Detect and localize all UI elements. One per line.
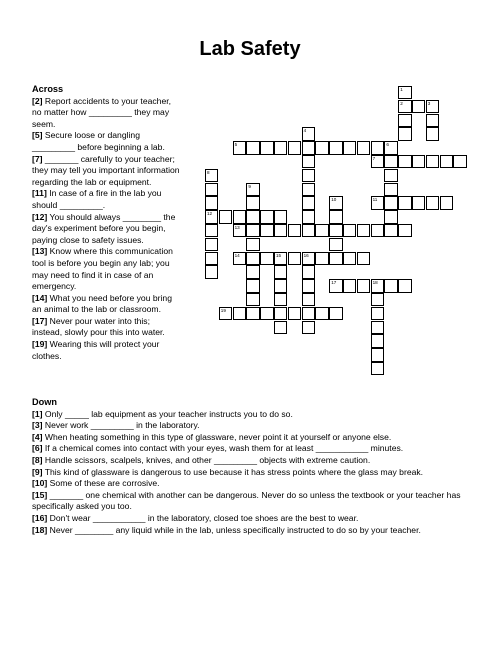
clue-number: [12] <box>32 211 48 222</box>
grid-cell[interactable] <box>426 127 439 140</box>
grid-cell[interactable] <box>219 210 232 223</box>
across-clue <box>32 246 182 292</box>
clue-number: [4] <box>32 431 43 442</box>
grid-cell[interactable] <box>329 238 342 251</box>
grid-cell[interactable] <box>302 279 315 292</box>
grid-cell[interactable] <box>260 252 273 265</box>
clue-text: If a chemical comes into contact with your eyes, wash them for at least ___________ minutes. <box>42 443 404 454</box>
cell-number: 11 <box>372 197 378 203</box>
grid-cell[interactable] <box>371 293 384 306</box>
grid-cell[interactable] <box>274 141 287 154</box>
down-clue-list <box>32 409 472 537</box>
grid-cell[interactable] <box>343 279 356 292</box>
grid-cell[interactable] <box>315 307 328 320</box>
grid-cell[interactable] <box>246 183 259 196</box>
grid-cell[interactable] <box>371 348 384 361</box>
grid-cell[interactable] <box>371 279 384 292</box>
grid-cell[interactable] <box>260 307 273 320</box>
grid-cell[interactable] <box>274 252 287 265</box>
grid-cell[interactable] <box>302 141 315 154</box>
cell-number: 9 <box>248 183 251 189</box>
grid-cell[interactable] <box>329 224 342 237</box>
clue-text: _______ carefully to your teacher; they may tell you important information regarding the lab or equipment. <box>32 153 180 187</box>
grid-cell[interactable] <box>371 224 384 237</box>
grid-cell[interactable] <box>412 196 425 209</box>
cell-number: 15 <box>276 252 282 258</box>
clue-number: [13] <box>32 246 48 257</box>
grid-cell[interactable] <box>205 252 218 265</box>
grid-cell[interactable] <box>288 307 301 320</box>
clue-number: [18] <box>32 524 48 535</box>
clue-text: Handle scissors, scalpels, knives, and other _________ objects with extreme caution. <box>42 454 371 465</box>
clue-text: Never pour water into this; instead, slowly pour this into water. <box>32 315 165 338</box>
clue-text: Only _____ lab equipment as your teacher instructs you to do so. <box>42 408 293 419</box>
grid-cell[interactable] <box>371 141 384 154</box>
grid-cell[interactable] <box>315 252 328 265</box>
grid-cell[interactable] <box>260 224 273 237</box>
grid-cell[interactable] <box>453 155 466 168</box>
clue-text: Never ________ any liquid while in the lab, unless specifically instructed to do so by your teacher. <box>47 524 421 535</box>
grid-cell[interactable] <box>205 265 218 278</box>
grid-cell[interactable] <box>412 155 425 168</box>
cell-number: 6 <box>386 142 389 148</box>
cell-number: 7 <box>372 156 376 161</box>
clue-number: [5] <box>32 130 43 141</box>
grid-cell[interactable] <box>302 210 315 223</box>
clue-number: [6] <box>32 443 43 454</box>
grid-cell[interactable] <box>398 279 411 292</box>
grid-cell[interactable] <box>205 196 218 209</box>
grid-cell[interactable] <box>398 155 411 168</box>
clue-number: [9] <box>32 466 43 477</box>
cell-number: 2 <box>400 100 403 106</box>
grid-cell[interactable] <box>329 279 342 292</box>
grid-cell[interactable] <box>384 155 397 168</box>
grid-cell[interactable] <box>205 238 218 251</box>
clue-number: [3] <box>32 420 43 431</box>
grid-cell[interactable] <box>384 183 397 196</box>
clue-number: [8] <box>32 454 43 465</box>
cell-number: 4 <box>303 128 307 134</box>
clue-number: [1] <box>32 408 43 419</box>
grid-cell[interactable] <box>274 307 287 320</box>
grid-cell[interactable] <box>288 252 301 265</box>
grid-cell[interactable] <box>233 252 246 265</box>
down-clues <box>32 397 472 536</box>
grid-cell[interactable] <box>329 141 342 154</box>
cell-number: 14 <box>234 252 240 258</box>
grid-cell[interactable] <box>246 265 259 278</box>
grid-cell[interactable] <box>274 321 287 334</box>
grid-cell[interactable] <box>302 293 315 306</box>
grid-cell[interactable] <box>440 196 453 209</box>
across-clue-list <box>32 96 182 363</box>
grid-cell[interactable] <box>357 279 370 292</box>
grid-cell[interactable] <box>384 279 397 292</box>
down-clue <box>32 467 472 479</box>
grid-cell[interactable] <box>302 265 315 278</box>
across-clue <box>32 212 182 247</box>
clue-number: [16] <box>32 512 48 523</box>
grid-cell[interactable] <box>343 224 356 237</box>
clue-text: When heating something in this type of glassware, never point it at yourself or anyone else. <box>42 431 392 442</box>
across-clue <box>32 339 182 362</box>
grid-cell[interactable] <box>384 141 397 154</box>
grid-cell[interactable] <box>246 293 259 306</box>
grid-cell[interactable] <box>302 321 315 334</box>
grid-cell[interactable] <box>260 210 273 223</box>
grid-cell[interactable] <box>302 196 315 209</box>
grid-cell[interactable] <box>246 196 259 209</box>
grid-cell[interactable] <box>398 114 411 127</box>
down-clue <box>32 478 472 490</box>
down-clue <box>32 490 472 513</box>
across-clue <box>32 316 182 339</box>
clue-text: _______ one chemical with another can be dangerous. Never do so unless the textbook or your teacher has specifically asked you too. <box>32 489 461 512</box>
grid-cell[interactable] <box>384 169 397 182</box>
cell-number: 1 <box>400 87 403 92</box>
grid-cell[interactable] <box>302 183 315 196</box>
clue-text: Report accidents to your teacher, no matter how _________ they may seem. <box>32 95 172 129</box>
grid-cell[interactable] <box>371 321 384 334</box>
clue-text: This kind of glassware is dangerous to use because it has stress points where the glass may break. <box>42 466 424 477</box>
clue-number: [17] <box>32 315 48 326</box>
clue-number: [10] <box>32 478 48 489</box>
across-clue <box>32 188 182 211</box>
grid-cell[interactable] <box>205 210 218 223</box>
grid-cell[interactable] <box>246 224 259 237</box>
grid-cell[interactable] <box>384 196 397 209</box>
grid-cell[interactable] <box>426 100 439 113</box>
grid-cell[interactable] <box>398 100 411 113</box>
cell-number: 18 <box>372 280 378 286</box>
clue-text: Wearing this will protect your clothes. <box>32 339 160 361</box>
across-clue <box>32 130 182 153</box>
grid-cell[interactable] <box>302 224 315 237</box>
clue-text: Never work _________ in the laboratory. <box>42 420 200 431</box>
grid-cell[interactable] <box>371 334 384 347</box>
grid-cell[interactable] <box>398 127 411 140</box>
down-clue <box>32 420 472 432</box>
grid-cell[interactable] <box>357 141 370 154</box>
grid-cell[interactable] <box>246 307 259 320</box>
clue-number: [19] <box>32 339 48 350</box>
cell-number: 3 <box>427 100 431 106</box>
down-clue <box>32 455 472 467</box>
grid-cell[interactable] <box>205 224 218 237</box>
cell-number: 10 <box>331 197 337 203</box>
grid-cell[interactable] <box>302 169 315 182</box>
cell-number: 8 <box>207 169 210 175</box>
grid-cell[interactable] <box>205 183 218 196</box>
grid-cell[interactable] <box>371 307 384 320</box>
across-clue <box>32 293 182 316</box>
cell-number: 17 <box>331 280 337 286</box>
grid-cell[interactable] <box>398 196 411 209</box>
grid-cell[interactable] <box>288 141 301 154</box>
grid-cell[interactable] <box>426 114 439 127</box>
grid-cell[interactable] <box>412 100 425 113</box>
grid-cell[interactable] <box>246 141 259 154</box>
grid-cell[interactable] <box>426 155 439 168</box>
clue-number: [14] <box>32 292 48 303</box>
down-clue <box>32 513 472 525</box>
grid-cell[interactable] <box>274 224 287 237</box>
down-clue <box>32 409 472 421</box>
cell-number: 12 <box>207 211 213 217</box>
clue-text: Secure loose or dangling _________ before beginning a lab. <box>32 130 165 152</box>
grid-cell[interactable] <box>398 86 411 99</box>
grid-cell[interactable] <box>274 279 287 292</box>
grid-cell[interactable] <box>329 307 342 320</box>
grid-cell[interactable] <box>329 210 342 223</box>
grid-cell[interactable] <box>371 155 384 168</box>
grid-cell[interactable] <box>371 362 384 375</box>
grid-cell[interactable] <box>343 141 356 154</box>
grid-cell[interactable] <box>233 307 246 320</box>
clue-text: Don't wear ___________ in the laboratory, closed toe shoes are the best to wear. <box>47 512 359 523</box>
grid-cell[interactable] <box>233 141 246 154</box>
grid-cell[interactable] <box>302 252 315 265</box>
grid-cell[interactable] <box>219 307 232 320</box>
grid-cell[interactable] <box>260 141 273 154</box>
grid-cell[interactable] <box>357 224 370 237</box>
grid-cell[interactable] <box>384 224 397 237</box>
down-clue <box>32 443 472 455</box>
grid-cell[interactable] <box>205 169 218 182</box>
down-clue <box>32 525 472 537</box>
grid-cell[interactable] <box>233 224 246 237</box>
clue-text: You should always ________ the day's experiment before you begin, paying close to safety issues. <box>32 211 176 245</box>
clue-number: [11] <box>32 188 47 199</box>
across-clues <box>32 84 182 362</box>
grid-cell[interactable] <box>440 155 453 168</box>
cell-number: 13 <box>234 225 240 230</box>
clue-text: What you need before you bring an animal to the lab or classroom. <box>32 292 172 315</box>
grid-cell[interactable] <box>288 224 301 237</box>
down-clue <box>32 432 472 444</box>
clue-text: Some of these are corrosive. <box>47 478 160 489</box>
grid-cell[interactable] <box>302 127 315 140</box>
grid-cell[interactable] <box>357 252 370 265</box>
cell-number: 16 <box>303 252 309 258</box>
grid-cell[interactable] <box>343 252 356 265</box>
grid-cell[interactable] <box>274 265 287 278</box>
grid-cell[interactable] <box>246 252 259 265</box>
grid-cell[interactable] <box>274 210 287 223</box>
clue-number: [2] <box>32 95 43 106</box>
cell-number: 5 <box>234 142 238 148</box>
grid-cell[interactable] <box>315 141 328 154</box>
across-heading: Across <box>32 84 64 94</box>
grid-cell[interactable] <box>246 210 259 223</box>
across-clue <box>32 154 182 189</box>
down-heading: Down <box>32 397 58 407</box>
grid-cell[interactable] <box>274 293 287 306</box>
grid-cell[interactable] <box>233 210 246 223</box>
clue-number: [7] <box>32 153 43 164</box>
grid-cell[interactable] <box>384 210 397 223</box>
grid-cell[interactable] <box>398 224 411 237</box>
grid-cell[interactable] <box>302 307 315 320</box>
grid-cell[interactable] <box>246 279 259 292</box>
grid-cell[interactable] <box>426 196 439 209</box>
grid-cell[interactable] <box>329 252 342 265</box>
across-clue <box>32 96 182 131</box>
grid-cell[interactable] <box>371 196 384 209</box>
clue-text: In case of a fire in the lab you should _________. <box>32 188 162 210</box>
grid-cell[interactable] <box>302 155 315 168</box>
cell-number: 19 <box>220 307 226 313</box>
grid-cell[interactable] <box>315 224 328 237</box>
grid-cell[interactable] <box>329 196 342 209</box>
clue-number: [15] <box>32 489 48 500</box>
puzzle-title: Lab Safety <box>199 38 301 60</box>
clue-text: Know where this communication tool is before you begin any lab; you may need to find it in case of an emergency. <box>32 246 173 292</box>
grid-cell[interactable] <box>246 238 259 251</box>
